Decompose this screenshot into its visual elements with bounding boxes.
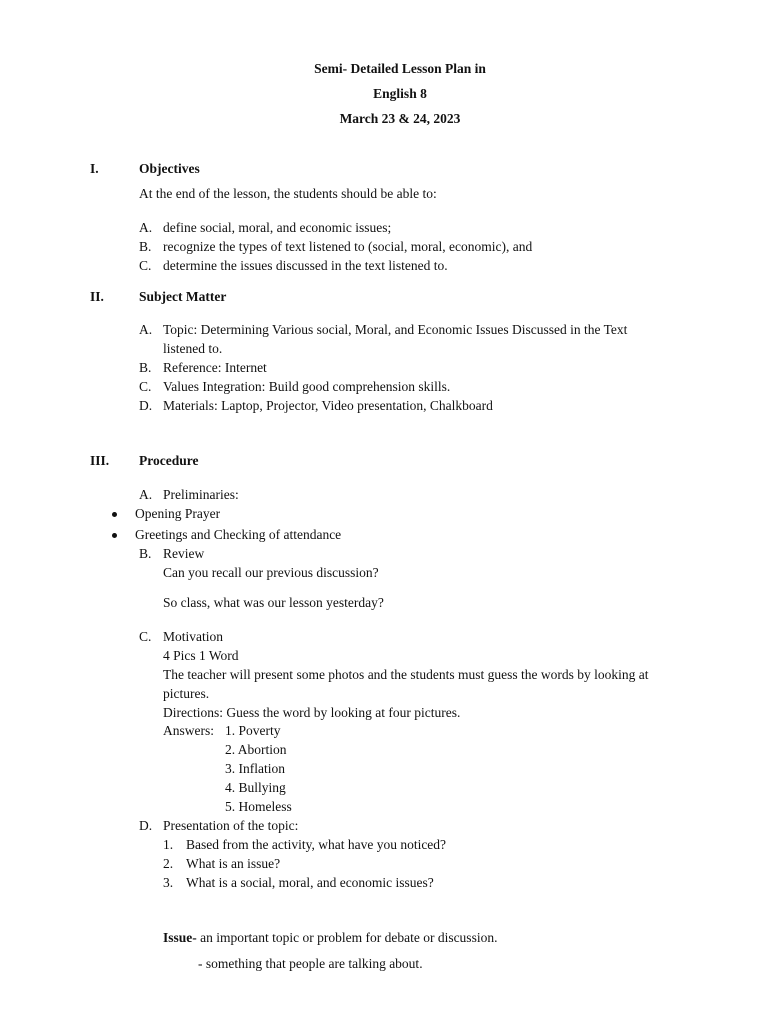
list-marker: C. [139,629,152,644]
answer-item: 5. Homeless [225,799,292,814]
review-question: So class, what was our lesson yesterday? [163,595,384,610]
title-line-2: English 8 [373,86,427,101]
section-numeral: II. [90,289,104,304]
section-numeral: III. [90,453,110,468]
section-heading: Subject Matter [139,289,227,304]
lesson-date: March 23 & 24, 2023 [339,111,461,126]
list-marker: A. [139,220,153,235]
section-numeral: I. [90,161,99,176]
list-item: Topic: Determining Various social, Moral, and Economic Issues Discussed in the Text [163,322,628,337]
answer-item: 2. Abortion [225,742,287,757]
question-number: 1. [163,837,174,852]
list-item: recognize the types of text listened to (social, moral, economic), and [163,239,533,254]
bullet-icon [112,533,117,538]
list-item-continuation: listened to. [163,341,223,356]
list-marker: B. [139,546,152,561]
motivation-title: Motivation [163,629,223,644]
definition-text: an important topic or problem for debate or discussion. [196,930,498,945]
section-heading: Objectives [139,161,200,176]
bullet-icon [112,512,117,517]
list-marker: B. [139,360,152,375]
list-item: determine the issues discussed in the text listened to. [163,258,448,273]
question-text: What is a social, moral, and economic issues? [186,875,434,890]
question-text: What is an issue? [186,856,281,871]
question-text: Based from the activity, what have you noticed? [186,837,447,852]
objectives-intro: At the end of the lesson, the students should be able to: [139,186,437,201]
list-marker: A. [139,322,153,337]
list-item: Values Integration: Build good comprehension skills. [163,379,451,394]
list-marker: C. [139,379,152,394]
list-item: define social, moral, and economic issues; [163,220,392,235]
definition-line [163,930,497,946]
review-question: Can you recall our previous discussion? [163,565,379,580]
list-marker: D. [139,818,153,833]
motivation-description: The teacher will present some photos and the students must guess the words by looking at [163,667,649,682]
bullet-item: Opening Prayer [135,506,221,521]
question-number: 3. [163,875,174,890]
bullet-item: Greetings and Checking of attendance [135,527,342,542]
motivation-directions: Directions: Guess the word by looking at four pictures. [163,705,461,720]
question-number: 2. [163,856,174,871]
list-marker: D. [139,398,153,413]
list-item: Preliminaries: [163,487,239,502]
answer-item: 1. Poverty [225,723,281,738]
section-heading: Procedure [139,453,199,468]
definition-extra: - something that people are talking about. [198,956,423,971]
answers-label: Answers: [163,723,214,738]
list-marker: B. [139,239,152,254]
title-line-1: Semi- Detailed Lesson Plan in [314,61,486,76]
list-marker: A. [139,487,153,502]
motivation-game: 4 Pics 1 Word [163,648,239,663]
motivation-description-continuation: pictures. [163,686,210,701]
answer-item: 4. Bullying [225,780,286,795]
list-item: Reference: Internet [163,360,267,375]
list-item: Materials: Laptop, Projector, Video presentation, Chalkboard [163,398,493,413]
list-marker: C. [139,258,152,273]
review-title: Review [163,546,205,561]
presentation-title: Presentation of the topic: [163,818,299,833]
definition-term: Issue- [163,930,197,945]
answer-item: 3. Inflation [225,761,285,776]
